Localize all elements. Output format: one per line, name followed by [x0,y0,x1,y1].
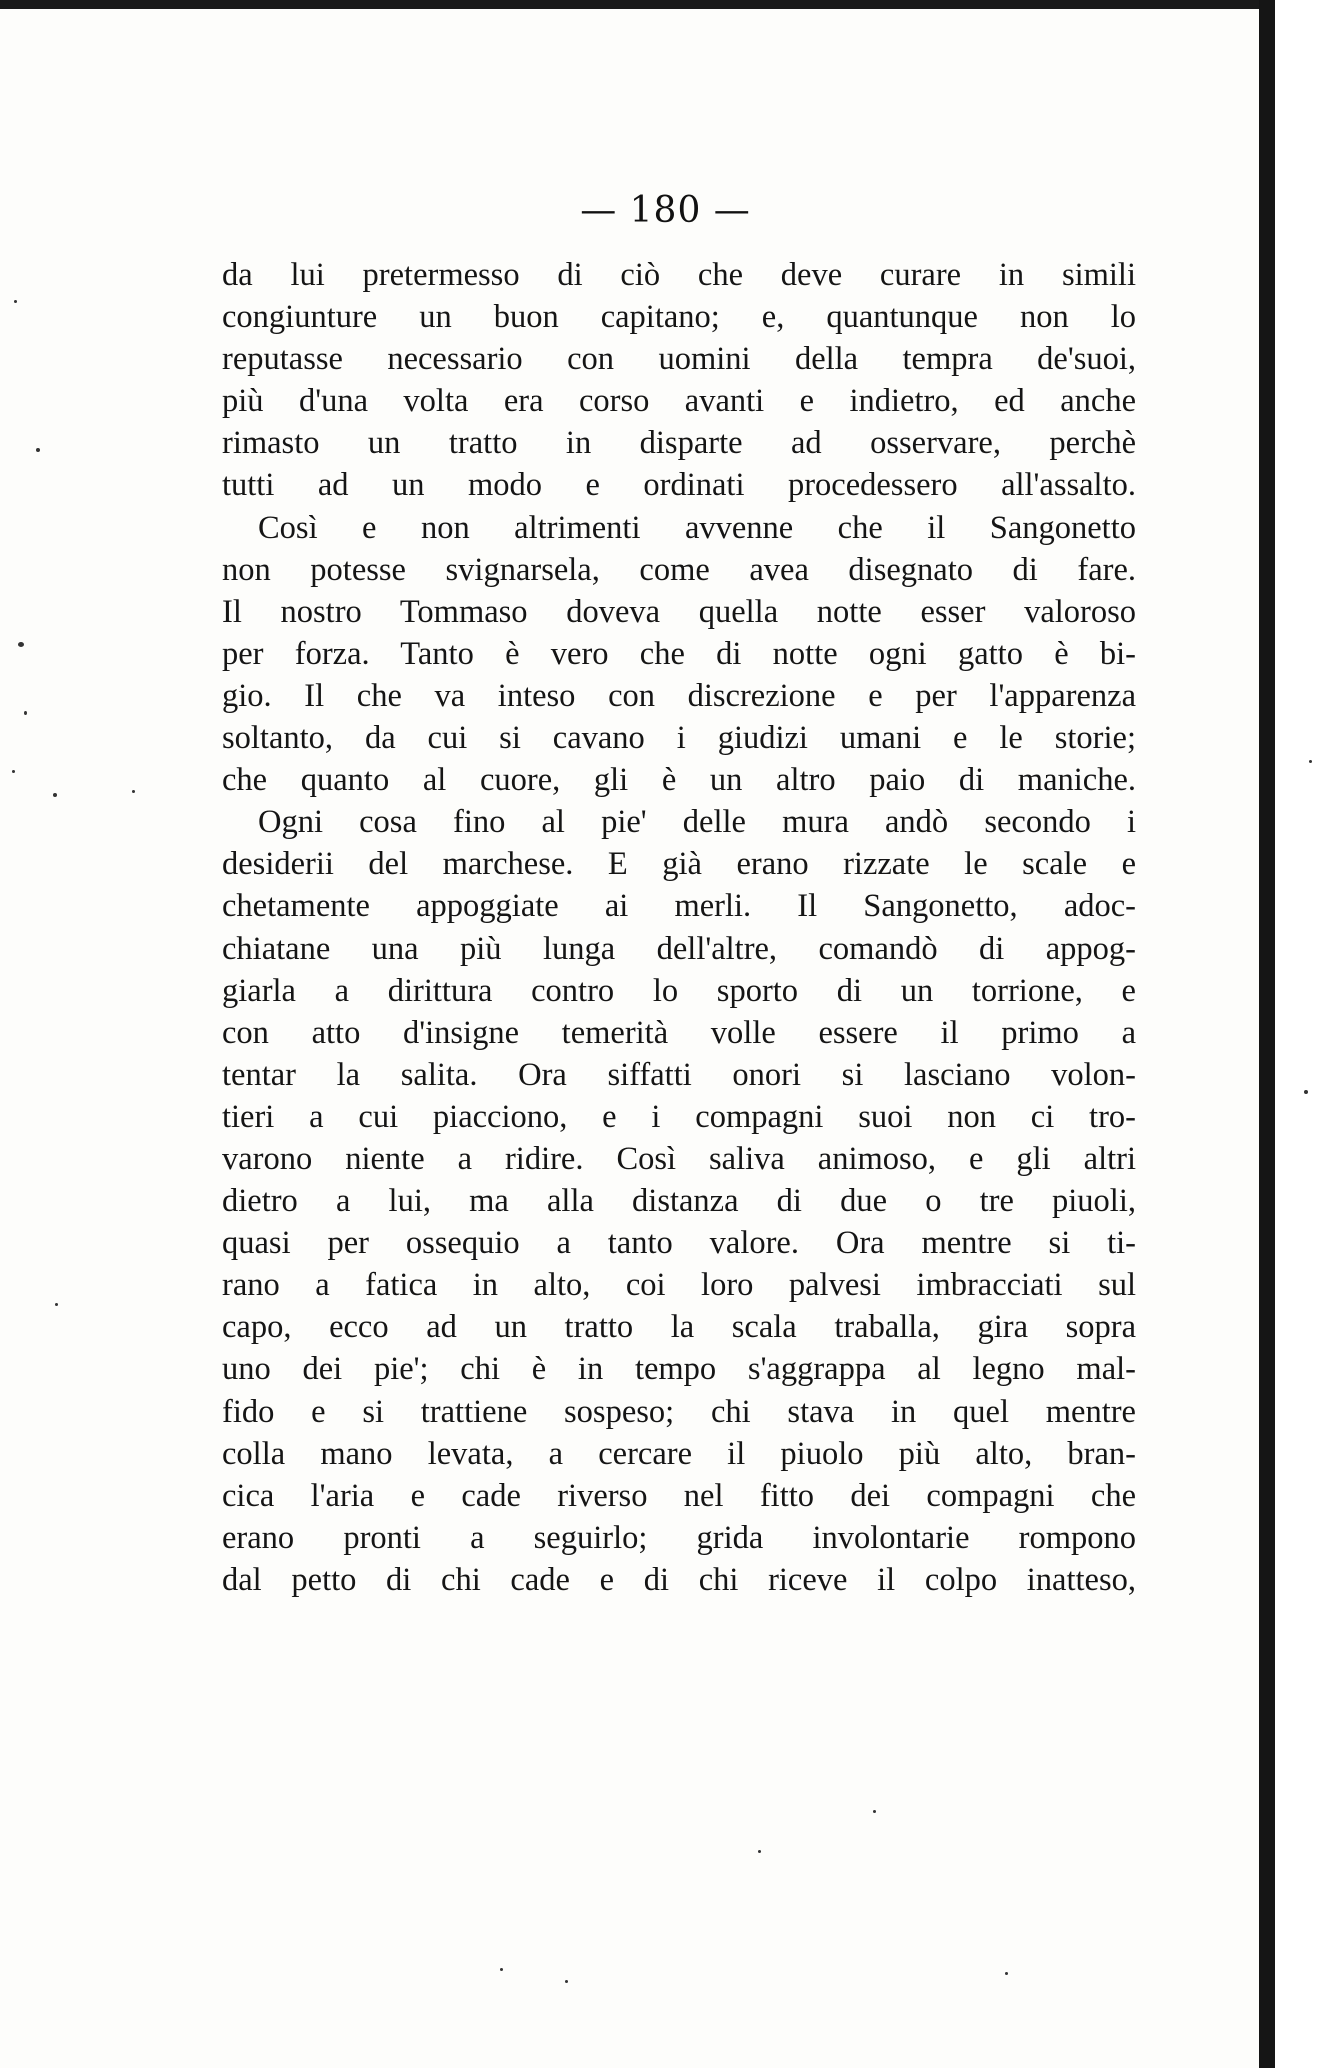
page-number: — 180 — [580,190,751,231]
text-line: con atto d'insigne temerità volle essere il primo a [222,1014,1136,1051]
margin-speck [758,1850,761,1853]
margin-speck [24,711,27,715]
margin-speck [1005,1972,1008,1975]
text-line: tieri a cui piacciono, e i compagni suoi non ci tro- [222,1098,1136,1135]
text-line: più d'una volta era corso avanti e indietro, ed anche [222,383,1136,420]
margin-speck [565,1980,568,1983]
margin-speck [132,790,135,793]
text-line: da lui pretermesso di ciò che deve curare in simili [222,257,1136,293]
text-line: dietro a lui, ma alla distanza di due o tre piuoli, [222,1183,1136,1220]
text-line: rano a fatica in alto, coi loro palvesi imbracciati sul [222,1267,1136,1304]
text-line: cica l'aria e cade riverso nel fitto dei compagni che [222,1477,1136,1514]
margin-speck [18,642,24,647]
text-line: chiatane una più lunga dell'altre, comandò di appog- [222,930,1136,967]
text-line: che quanto al cuore, gli è un altro paio di maniche. [222,762,1136,799]
text-line: quasi per ossequio a tanto valore. Ora mentre si ti- [222,1225,1136,1262]
text-line: uno dei pie'; chi è in tempo s'aggrappa al legno mal- [222,1351,1136,1388]
right-scan-edge [1259,0,1331,2068]
text-line: tutti ad un modo e ordinati procedessero all'assalto. [222,467,1136,504]
text-line: fido e si trattiene sospeso; chi stava in quel mentre [222,1393,1136,1430]
top-scan-edge [0,0,1260,9]
text-line: chetamente appoggiate ai merli. Il Sangonetto, adoc- [222,888,1136,925]
margin-speck [12,770,15,773]
text-line: non potesse svignarsela, come avea disegnato di fare. [222,551,1136,588]
body-text [222,254,1136,1601]
text-line: colla mano levata, a cercare il piuolo più alto, bran- [222,1435,1136,1472]
text-line: gio. Il che va inteso con discrezione e per l'apparenza [222,677,1136,714]
margin-speck [1309,760,1312,763]
text-line: varono niente a ridire. Così saliva animoso, e gli altri [222,1140,1136,1177]
margin-speck [873,1810,876,1813]
margin-speck [14,300,17,303]
text-line: giarla a dirittura contro lo sporto di un torrione, e [222,972,1136,1009]
text-line: capo, ecco ad un tratto la scala traballa, gira sopra [222,1309,1136,1346]
text-line: soltanto, da cui si cavano i giudizi umani e le storie; [222,720,1136,757]
margin-speck [1304,1090,1308,1094]
text-line: Così e non altrimenti avvenne che il Sangonetto [258,509,1136,546]
text-line: desiderii del marchese. E già erano rizzate le scale e [222,846,1136,883]
text-line: Il nostro Tommaso doveva quella notte esser valoroso [222,593,1136,630]
margin-speck [53,793,57,797]
text-line: dal petto di chi cade e di chi riceve il colpo inatteso, [222,1561,1136,1598]
margin-speck [500,1968,503,1971]
margin-speck [36,448,40,452]
text-line: reputasse necessario con uomini della tempra de'suoi, [222,341,1136,378]
text-line: rimasto un tratto in disparte ad osservare, perchè [222,425,1136,462]
margin-speck [55,1303,58,1306]
text-line: congiunture un buon capitano; e, quantunque non lo [222,299,1136,336]
text-line: Ogni cosa fino al pie' delle mura andò secondo i [258,804,1136,841]
text-line: tentar la salita. Ora siffatti onori si lasciano volon- [222,1056,1136,1093]
text-line: erano pronti a seguirlo; grida involontarie rompono [222,1519,1136,1556]
text-line: per forza. Tanto è vero che di notte ogni gatto è bi- [222,635,1136,672]
